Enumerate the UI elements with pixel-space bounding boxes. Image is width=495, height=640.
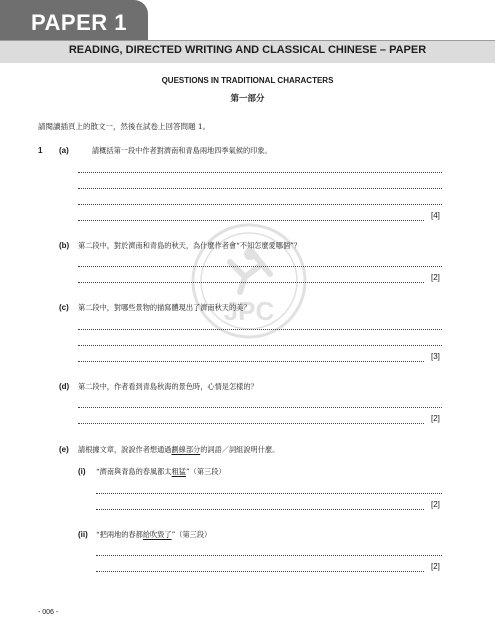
part-e-i-label: (i)	[78, 467, 86, 476]
part-c-marks: [3]	[431, 352, 440, 361]
paper-title: READING, DIRECTED WRITING AND CLASSICAL CHINESE – PAPER	[68, 44, 427, 56]
answer-line[interactable]	[78, 266, 442, 267]
part-a-marks: [4]	[431, 211, 440, 220]
part-d-label: (d)	[59, 382, 70, 391]
answer-line[interactable]	[78, 204, 442, 205]
part-e-text-before: 請根據文章，說說作者想通過	[78, 445, 172, 454]
part-a-text: 請概括第一段中作者對濟南和青島兩地四季氣候的印象。	[92, 146, 272, 155]
answer-line[interactable]	[78, 361, 424, 362]
answer-line[interactable]	[78, 423, 424, 424]
part-e-i-quote-before: “濟南與青島的春風都太	[96, 467, 172, 476]
answer-line[interactable]	[96, 571, 424, 572]
part-e-i-quote	[96, 467, 226, 477]
part-e-i-quote-underlined: 粗猛	[171, 467, 186, 476]
part-e-text	[78, 445, 279, 455]
section-heading: QUESTIONS IN TRADITIONAL CHARACTERS	[161, 76, 334, 85]
jpc-watermark-logo	[190, 222, 308, 340]
answer-line[interactable]	[78, 220, 424, 221]
watermark-letters: JPC	[223, 296, 275, 326]
part-d-marks: [2]	[431, 414, 440, 423]
answer-line[interactable]	[78, 329, 442, 330]
part-e-i-quote-after: ”（第三段）	[185, 467, 226, 476]
part-e-ii-label: (ii)	[78, 530, 88, 539]
part-e-ii-quote-underlined: 給吹毀了	[142, 530, 172, 539]
answer-line[interactable]	[96, 555, 442, 556]
answer-line[interactable]	[96, 509, 424, 510]
answer-line[interactable]	[78, 172, 442, 173]
part-e-text-underlined: 劃線部分	[171, 445, 201, 454]
part-c-text: 第二段中，對哪些景物的描寫體現出了濟南秋天的美？	[78, 303, 251, 312]
page-number: - 006 -	[38, 609, 59, 616]
part-e-label: (e)	[59, 445, 69, 454]
part-c-label: (c)	[59, 303, 69, 312]
part-a-label: (a)	[59, 146, 69, 155]
part-d-text: 第二段中，作者看到青島秋海的景色時，心情是怎樣的？	[78, 382, 258, 391]
answer-line[interactable]	[78, 345, 442, 346]
answer-line[interactable]	[78, 188, 442, 189]
part-e-text-after: 的詞語／詞組說明什麼。	[200, 445, 280, 454]
paper-tab	[0, 0, 148, 42]
part-e-ii-quote-before: “把兩地的春都	[96, 530, 143, 539]
part-e-ii-marks: [2]	[431, 562, 440, 571]
part-e-ii-quote	[96, 530, 211, 540]
question-number: 1	[38, 146, 43, 155]
answer-line[interactable]	[78, 407, 442, 408]
part-b-marks: [2]	[431, 273, 440, 282]
answer-line[interactable]	[96, 493, 442, 494]
part-e-i-marks: [2]	[431, 500, 440, 509]
part-e-ii-quote-after: ”（第三段）	[171, 530, 212, 539]
part-heading: 第一部分	[230, 94, 265, 104]
part-b-text: 第二段中，對於濟南和青島的秋天，為什麼作者會“不知怎麼愛哪個”？	[78, 241, 301, 250]
part-b-label: (b)	[59, 241, 70, 250]
paper-tab-label: PAPER 1	[31, 10, 128, 35]
instructions: 請閱讀插頁上的散文一，然後在試卷上回答問題 1。	[38, 122, 211, 131]
answer-line[interactable]	[78, 282, 424, 283]
